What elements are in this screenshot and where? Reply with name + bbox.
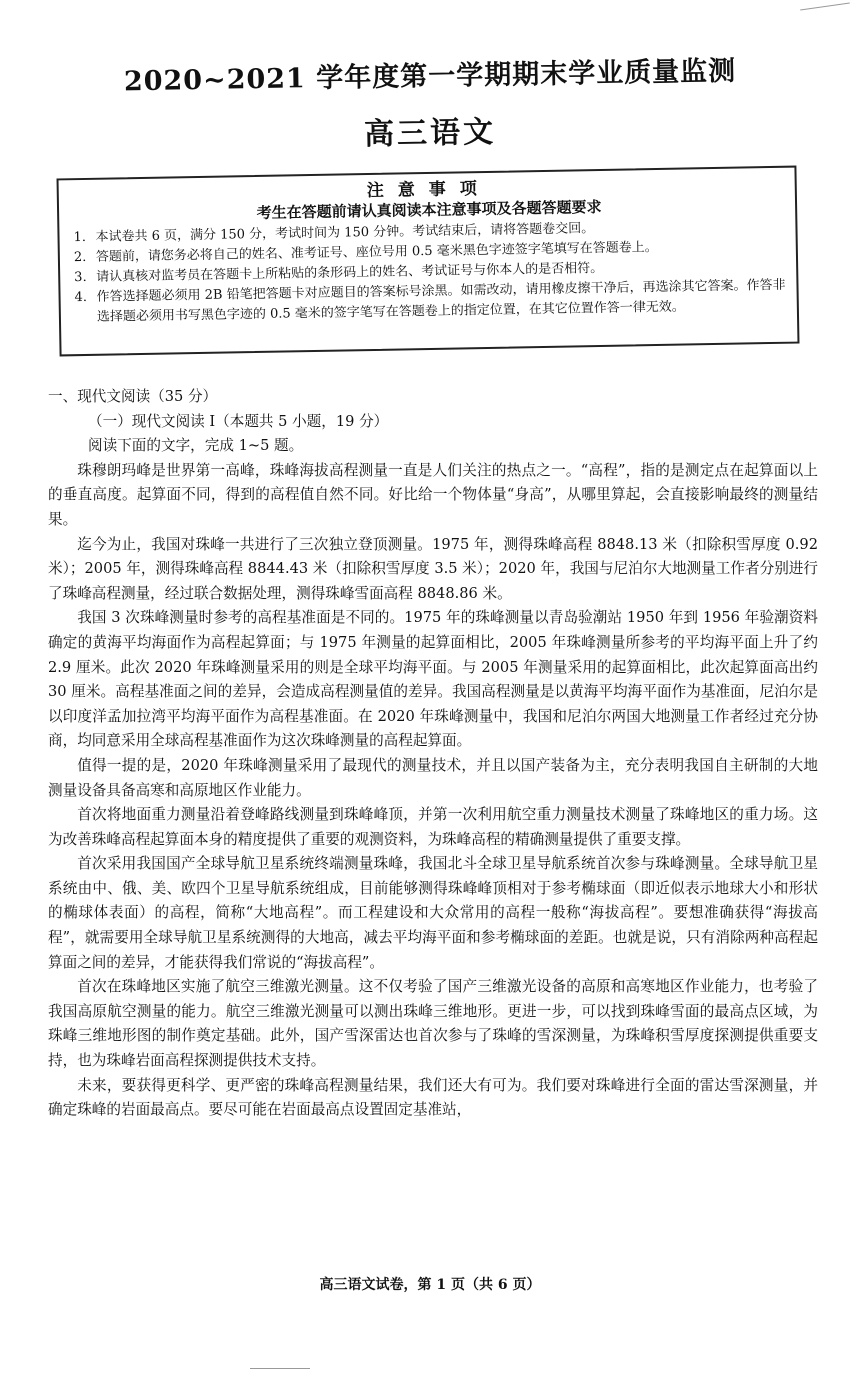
- notice-item-text: 请认真核对监考员在答题卡上所粘贴的条形码上的姓名、考试证号与你本人的是否相符。: [96, 260, 604, 285]
- subject-title: 高三语文: [363, 114, 497, 153]
- subsection-heading: （一）现代文阅读 I（本题共 5 小题，19 分）: [88, 412, 389, 430]
- notice-item-number: 3.: [74, 269, 87, 286]
- passage-paragraph: 首次将地面重力测量沿着登峰路线测量到珠峰峰顶，并第一次利用航空重力测量技术测量了珠峰地区的重力场。这为改善珠峰高程起算面本身的精度提供了重要的观测资料，为珠峰高程的精确测量提供了重要支撑。: [48, 806, 818, 848]
- notice-item-number: 1.: [73, 229, 87, 246]
- notice-list: [73, 216, 787, 328]
- scan-artifact: [800, 3, 850, 11]
- reading-instruction: 阅读下面的文字，完成 1~5 题。: [88, 437, 304, 455]
- scan-artifact: [250, 1368, 310, 1369]
- notice-item-number: 4.: [74, 289, 88, 306]
- notice-item-text: 本试卷共 6 页，满分 150 分，考试时间为 150 分钟。考试结束后，请将答题卷交回。: [95, 221, 595, 245]
- notice-item-text: 答题前，请您务必将自己的姓名、准考证号、座位号用 0.5 毫米黑色字迹签字笔填写在答题卷上。: [95, 239, 658, 265]
- notice-item-text: 作答选择题必须用 2B 铅笔把答题卡对应题目的答案标号涂黑。如需改动，请用橡皮擦干净后，再选涂其它答案。作答非选择题必须用书写黑色字迹的 0.5 毫米的签字笔写在答题卷上的指定位置，在其它位置作答一律无效。: [96, 277, 786, 325]
- passage-paragraph: 首次采用我国国产全球导航卫星系统终端测量珠峰，我国北斗全球卫星导航系统首次参与珠峰测量。全球导航卫星系统由中、俄、美、欧四个卫星导航系统组成，目前能够测得珠峰峰顶相对于参考椭球面（即近似表示地球大小和形状的椭球体表面）的高程，简称“大地高程”。而工程建设和大众常用的高程一般称“海拔高程”。要想准确获得“海拔高程”，就需要用全球导航卫星系统测得的大地高，减去平均海平面和参考椭球面的差距。也就是说，只有消除两种高程起算面之间的差异，才能获得我们常说的“海拔高程”。: [48, 855, 818, 971]
- passage-paragraph: 值得一提的是，2020 年珠峰测量采用了最现代的测量技术，并且以国产装备为主，充分表明我国自主研制的大地测量设备具备高寒和高原地区作业能力。: [48, 756, 818, 799]
- passage-paragraph: 我国 3 次珠峰测量时参考的高程基准面是不同的。1975 年的珠峰测量以青岛验潮站 1950 年到 1956 年验潮资料确定的黄海平均海面作为高程起算面；与 1975 年测量的起算面相比，2005 年珠峰测量所参考的平均海平面上升了约 2.9 厘米。此次 2020 年珠峰测量采用的则是全球平均海平面。与 2005 年测量采用的起算面相比，此次起算面高出约 30 厘米。高程基准面之间的差异，会造成高程测量值的差异。我国高程测量是以黄海平均海平面作为基准面，尼泊尔是以印度洋孟加拉湾平均海平面作为高程基准面。在 2020 年珠峰测量中，我国和尼泊尔两国大地测量工作者经过充分协商，均同意采用全球高程基准面作为这次珠峰测量的高程起算面。: [48, 609, 818, 750]
- passage-paragraph: 首次在珠峰地区实施了航空三维激光测量。这不仅考验了国产三维激光设备的高原和高寒地区作业能力，也考验了我国高原航空测量的能力。航空三维激光测量可以测出珠峰三维地形。更进一步，可以找到珠峰雪面的最高点区域，为珠峰三维地形图的制作奠定基础。此外，国产雪深雷达也首次参与了珠峰的雪深测量，为珠峰积雪厚度探测提供重要支持，也为珠峰岩面高程探测提供技术支持。: [48, 978, 818, 1070]
- passage-paragraph: 珠穆朗玛峰是世界第一高峰，珠峰海拔高程测量一直是人们关注的热点之一。“高程”，指的是测定点在起算面以上的垂直高度。起算面不同，得到的高程值自然不同。好比给一个物体量“身高”，从哪里算起，会直接影响最终的测量结果。: [48, 461, 818, 528]
- passage-paragraph: 未来，要获得更科学、更严密的珠峰高程测量结果，我们还大有可为。我们要对珠峰进行全面的雷达雪深测量，并确定珠峰的岩面最高点。要尽可能在岩面最高点设置固定基准站，: [48, 1076, 818, 1119]
- reading-section: [48, 385, 818, 1123]
- notice-box: [57, 166, 800, 357]
- exam-title: 2020~2021 学年度第一学期期末学业质量监测: [123, 55, 737, 98]
- notice-title: 注意事项: [366, 178, 491, 202]
- notice-subtitle: 考生在答题前请认真阅读本注意事项及各题答题要求: [256, 197, 602, 222]
- page-footer: 高三语文试卷，第 1 页（共 6 页）: [319, 1277, 541, 1293]
- section-heading: 一、现代文阅读（35 分）: [48, 388, 218, 405]
- passage-paragraph: 迄今为止，我国对珠峰一共进行了三次独立登顶测量。1975 年，测得珠峰高程 8848.13 米（扣除积雪厚度 0.92 米）；2005 年，测得珠峰高程 8844.43 米（扣除积雪厚度 3.5 米）；2020 年，我国与尼泊尔大地测量工作者分别进行了珠峰高程测量，经过联合数据处理，测得珠峰雪面高程 8848.86 米。: [48, 535, 818, 602]
- notice-item-number: 2.: [73, 249, 87, 266]
